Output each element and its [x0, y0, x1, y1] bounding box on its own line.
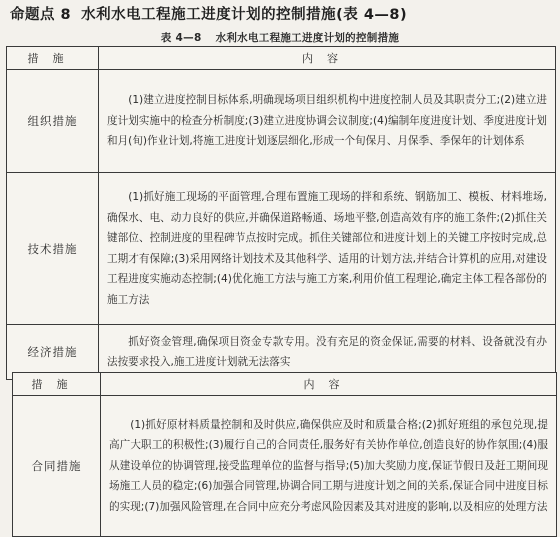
table-header-row: [7, 47, 556, 70]
section-number: 命题点 8: [10, 7, 72, 23]
section-title: 水利水电工程施工进度计划的控制措施: [81, 7, 337, 23]
category-cell: 合同措施: [13, 396, 101, 537]
section-ref: (表 4—8): [336, 7, 408, 23]
content-cell: (1)建立进度控制目标体系,明确现场项目组织机构中进度控制人员及其职责分工;(2)建立进度计划实施中的检查分析制度;(3)建立进度协调会议制度;(4)编制年度进度计划、季度进度计划和月(旬)作业计划,将施工进度计划逐层细化,形成一个旬保月、月保季、季保年的计划体系: [99, 70, 556, 173]
table-row-organizational: [7, 70, 556, 173]
header-measure: 措施: [7, 47, 99, 70]
section-heading: [10, 3, 407, 24]
category-cell: 技术措施: [7, 173, 99, 325]
measures-table-part1: [6, 46, 556, 380]
table-header-row: [13, 373, 557, 396]
content-cell: 抓好资金管理,确保项目资金专款专用。没有充足的资金保证,需要的材料、设备就没有办法按要求投入,施工进度计划就无法落实: [99, 325, 556, 380]
table-row-technical: [7, 173, 556, 325]
category-cell: 经济措施: [7, 325, 99, 380]
header-content: 内容: [101, 373, 557, 396]
content-cell: (1)抓好施工现场的平面管理,合理布置施工现场的拌和系统、钢筋加工、模板、材料堆场,确保水、电、动力良好的供应,并确保道路畅通、场地平整,创造高效有序的施工条件;(2)抓住关键部位、控制进度的里程碑节点按时完成。抓住关键部位和进度计划上的关键工序按时完成,总工期才有保障;(3)采用网络计划技术及其他科学、适用的计划方法,并结合计算机的应用,对建设工程进度实施动态控制;(4)优化施工方法与施工方案,利用价值工程理论,确定主体工程各部份的施工方法: [99, 173, 556, 325]
header-measure: 措施: [13, 373, 101, 396]
content-cell: (1)抓好原材料质量控制和及时供应,确保供应及时和质量合格;(2)抓好班组的承包兑现,提高广大职工的积极性;(3)履行自己的合同责任,服务好有关协作单位,创造良好的协作氛围;(4)服从建设单位的协调管理,接受监理单位的监督与指导;(5)加大奖励力度,保证节假日及赶工期间现场施工人员的稳定;(6)加强合同管理,协调合同工期与进度计划之间的关系,保证合同中进度目标的实现;(7)加强风险管理,在合同中应充分考虑风险因素及其对进度的影响,以及相应的处理方法: [101, 396, 557, 537]
table-row-contract: [13, 396, 557, 537]
table-number: 表 4—8: [160, 32, 202, 44]
table-title: 水利水电工程施工进度计划的控制措施: [215, 32, 400, 44]
table-caption: [0, 30, 560, 45]
header-content: 内容: [99, 47, 556, 70]
category-cell: 组织措施: [7, 70, 99, 173]
measures-table-part2: [12, 372, 557, 537]
